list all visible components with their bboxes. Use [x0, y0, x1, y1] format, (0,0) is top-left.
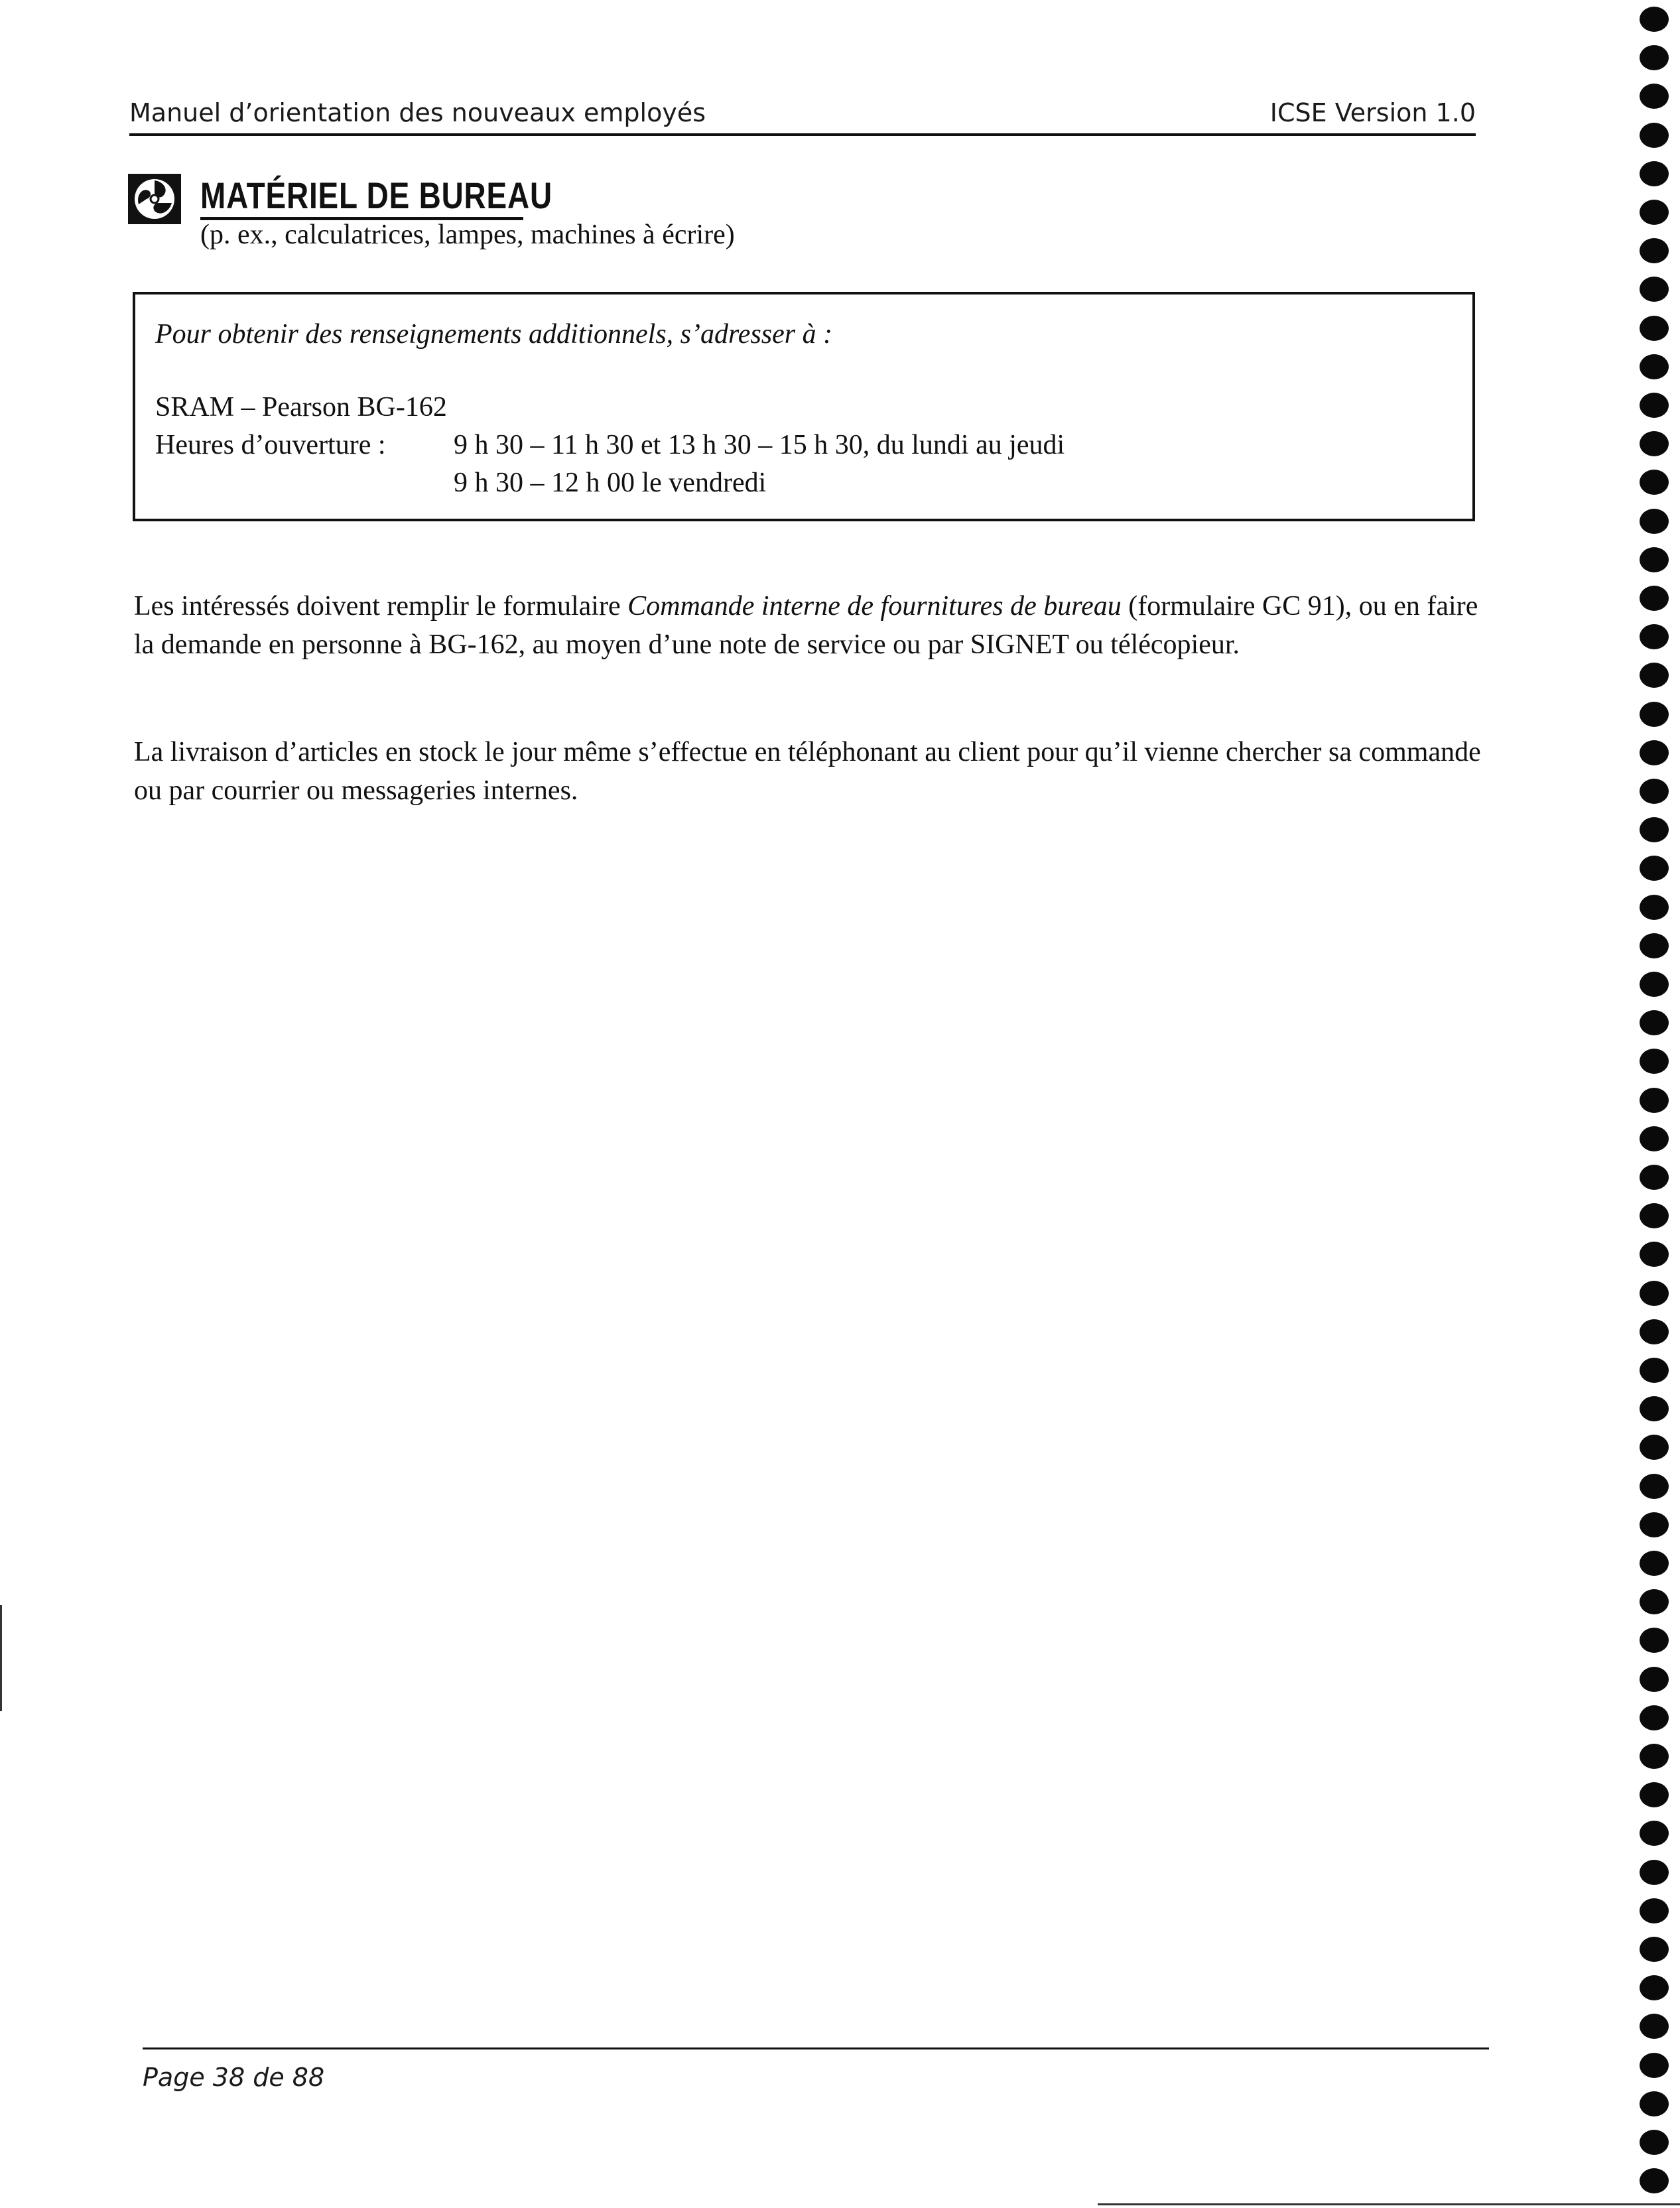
binding-hole — [1640, 1589, 1669, 1614]
spiral-binding-holes — [1638, 0, 1671, 2208]
binding-hole — [1640, 972, 1669, 997]
binding-hole — [1640, 277, 1669, 302]
binding-hole — [1640, 2130, 1669, 2155]
binding-hole — [1640, 1782, 1669, 1807]
binding-hole — [1640, 933, 1669, 958]
binding-hole — [1640, 1628, 1669, 1653]
binding-hole — [1640, 1319, 1669, 1344]
section-subtitle: (p. ex., calculatrices, lampes, machines à écrire) — [200, 220, 735, 250]
office-location: SRAM – Pearson BG-162 — [155, 392, 447, 422]
binding-hole — [1640, 1396, 1669, 1421]
binding-hole — [1640, 1165, 1669, 1190]
binding-hole — [1640, 1898, 1669, 1923]
info-intro: Pour obtenir des renseignements additionnels, s’adresser à : — [155, 319, 833, 350]
binding-hole — [1640, 1203, 1669, 1228]
paragraph-text: (formulaire GC 91), ou en faire la demande en personne à BG-162, au moyen d’une note de service ou par SIGNET ou télécopieur. — [134, 591, 1478, 660]
binding-hole — [1640, 895, 1669, 920]
binding-hole — [1640, 45, 1669, 70]
binding-hole — [1640, 2053, 1669, 2078]
paragraph-text: Les intéressés doivent remplir le formulaire — [134, 591, 628, 621]
hours-friday: 9 h 30 – 12 h 00 le vendredi — [454, 468, 767, 498]
binding-hole — [1640, 1281, 1669, 1306]
binding-hole — [1640, 2091, 1669, 2116]
binding-hole — [1640, 1049, 1669, 1074]
binding-hole — [1640, 1512, 1669, 1537]
binding-hole — [1640, 2014, 1669, 2039]
section-title: MATÉRIEL DE BUREAU — [200, 174, 552, 216]
header-rule — [129, 133, 1476, 136]
scan-edge-line — [0, 1605, 2, 1711]
binding-hole — [1640, 1242, 1669, 1267]
binding-hole — [1640, 663, 1669, 688]
hours-weekdays: 9 h 30 – 11 h 30 et 13 h 30 – 15 h 30, du lundi au jeudi — [454, 430, 1065, 460]
form-name: Commande interne de fournitures de bureau — [627, 591, 1122, 621]
binding-hole — [1640, 1975, 1669, 2000]
scan-edge-line — [1098, 2203, 1680, 2205]
binding-hole — [1640, 624, 1669, 649]
binding-hole — [1640, 856, 1669, 881]
binding-hole — [1640, 1358, 1669, 1383]
binding-hole — [1640, 779, 1669, 804]
binding-hole — [1640, 1860, 1669, 1885]
binding-hole — [1640, 1821, 1669, 1846]
binding-hole — [1640, 161, 1669, 186]
binding-hole — [1640, 354, 1669, 379]
binding-hole — [1640, 1010, 1669, 1035]
binding-hole — [1640, 316, 1669, 341]
binding-hole — [1640, 84, 1669, 109]
header-manual-title: Manuel d’orientation des nouveaux employés — [129, 98, 706, 127]
binding-hole — [1640, 1744, 1669, 1769]
binding-hole — [1640, 200, 1669, 225]
binding-hole — [1640, 1667, 1669, 1692]
binding-hole — [1640, 393, 1669, 418]
binding-hole — [1640, 1126, 1669, 1151]
hours-label: Heures d’ouverture : — [155, 430, 386, 460]
binding-hole — [1640, 123, 1669, 148]
paragraph-order-form — [134, 587, 1487, 664]
binding-hole — [1640, 2168, 1669, 2193]
binding-hole — [1640, 431, 1669, 456]
binding-hole — [1640, 238, 1669, 263]
binding-hole — [1640, 702, 1669, 727]
binding-hole — [1640, 1474, 1669, 1499]
binding-hole — [1640, 509, 1669, 534]
page-number: Page 38 de 88 — [143, 2063, 325, 2092]
contact-info-box — [133, 292, 1475, 521]
office-supplies-emblem-icon — [128, 174, 181, 224]
binding-hole — [1640, 547, 1669, 572]
header-version: ICSE Version 1.0 — [1269, 98, 1476, 127]
footer-rule — [143, 2047, 1489, 2049]
binding-hole — [1640, 817, 1669, 842]
binding-hole — [1640, 586, 1669, 611]
binding-hole — [1640, 740, 1669, 765]
binding-hole — [1640, 1937, 1669, 1962]
binding-hole — [1640, 1435, 1669, 1460]
paragraph-delivery: La livraison d’articles en stock le jour même s’effectue en téléphonant au client pour qu’il vienne chercher sa commande ou par courrier ou messageries internes. — [134, 737, 1481, 806]
binding-hole — [1640, 1551, 1669, 1576]
binding-hole — [1640, 7, 1669, 32]
binding-hole — [1640, 470, 1669, 495]
binding-hole — [1640, 1705, 1669, 1730]
binding-hole — [1640, 1088, 1669, 1113]
